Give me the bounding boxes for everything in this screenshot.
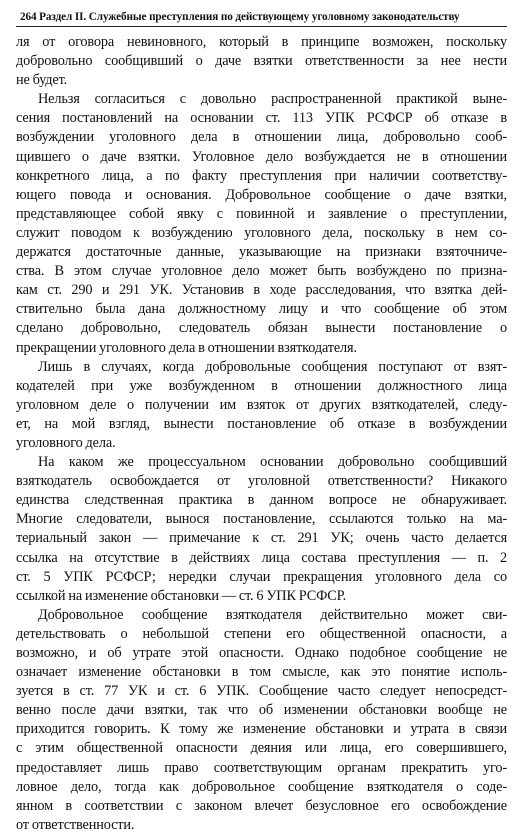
text-line: добровольно сообщивший о даче взятки ответственности за нее нести (16, 53, 507, 70)
paragraph (16, 358, 507, 453)
text-line: уголовном деле о получении им взяток от других взяткодателей, следу- (16, 396, 507, 413)
text-line: На каком же процессуальном основании добровольно сообщивший (38, 454, 507, 471)
text-line: конкретного лица, а по факту преступления при наличии соответству- (16, 167, 507, 184)
text-line: кодателей при уже возбужденном в отношении должностного лица (16, 377, 507, 394)
text-line: ля от оговора невиновного, который в принципе возможен, поскольку (16, 34, 507, 50)
text-line: предоставляет лишь право соответствующим органам прекратить уго- (16, 759, 507, 776)
paragraph (16, 90, 507, 357)
text-line: териальный закон — примечание к ст. 291 УК; очень часто делается (16, 530, 507, 547)
text-line: приходится говорить. К тому же изменение обстановки и утрата в связи (16, 721, 507, 738)
paragraph (16, 453, 507, 606)
paragraph (16, 606, 507, 835)
text-line: взяткодатель освобождается от уголовной ответственности? Никакого (16, 473, 507, 490)
text-line: венно после дачи взятки, так что об изменении обстановки вообще не (16, 702, 507, 719)
text-line: от ответственности. (16, 816, 135, 833)
text-line: держатся достаточные данные, указывающие на признаки взяточниче- (16, 244, 507, 261)
text-line: ствительно была дана должностному лицу и что сообщение об этом (16, 301, 507, 318)
text-line: служит поводом к возбуждению уголовного дела, поскольку в нем со- (16, 224, 507, 241)
text-line: ет, на мой взгляд, вынести постановление об отказе в возбуждении (16, 415, 507, 432)
text-line: ссылкой на изменение обстановки — ст. 6 УПК РСФСР. (16, 587, 347, 604)
running-head: 264 Раздел II. Служебные преступления по действующему уголовному законодательству (20, 11, 460, 23)
text-line: янном в соответствии с законом влечет безусловное его освобождение (16, 797, 507, 814)
text-line: Нельзя согласиться с довольно распространенной практикой выне- (38, 91, 507, 108)
text-line: сделано добровольно, следователь обязан вынести постановление о (16, 320, 507, 337)
text-line: возможно, и об утрате этой опасности. Однако подобное сообщение не (16, 645, 507, 661)
text-line: Лишь в случаях, когда добровольные сообщения поступают от взят- (38, 358, 507, 375)
text-line: с этим общественной опасности деяния или лица, его совершившего, (16, 740, 507, 757)
text-line: уголовного дела. (16, 434, 116, 451)
text-line: возбуждении уголовного дела в отношении лица, добровольно сооб- (16, 129, 507, 146)
text-line: единства следственная практика в данном вопросе не обнаруживает. (16, 492, 507, 509)
text-line: Добровольное сообщение взяткодателя действительно может сви- (38, 606, 507, 623)
text-line: ст. 5 УПК РСФСР; нередки случаи прекращения уголовного дела со (16, 568, 507, 585)
header-rule (16, 26, 507, 27)
text-line: ловное дело, тогда как добровольное сообщение взяткодателя о соде- (16, 778, 507, 795)
text-line: щившего о даче взятки. Уголовное дело возбуждается не в отношении (16, 148, 507, 165)
text-line: ющего повода и основания. Добровольное сообщение о даче взятки, (16, 186, 507, 203)
text-line: не будет. (16, 72, 68, 89)
paragraph (16, 33, 507, 90)
text-line: представляющее собой явку с повинной и заявление о преступлении, (16, 205, 507, 222)
text-line: детельствовать о небольшой степени его общественной опасности, а (16, 625, 507, 642)
text-line: означает изменение обстановки в том смысле, как это понятие исполь- (16, 664, 507, 681)
text-line: прекращении уголовного дела в отношении взяткодателя. (16, 339, 357, 356)
body-text (16, 33, 507, 835)
text-line: ссылка на отсутствие в действиях лица состава преступления — п. 2 (16, 549, 507, 566)
text-line: ства. В этом случае уголовное дело может быть возбуждено по призна- (16, 263, 507, 280)
book-page (16, 10, 507, 835)
text-line: Многие следователи, вынося постановление, ссылаются только на ма- (16, 511, 507, 528)
text-line: сения постановлений на основании ст. 113 УПК РСФСР об отказе в (16, 110, 507, 127)
text-line: кам ст. 290 и 291 УК. Установив в ходе расследования, что взятка дей- (16, 282, 507, 299)
text-line: зуется в ст. 77 УК и ст. 6 УПК. Сообщение часто следует непосредст- (16, 683, 507, 700)
